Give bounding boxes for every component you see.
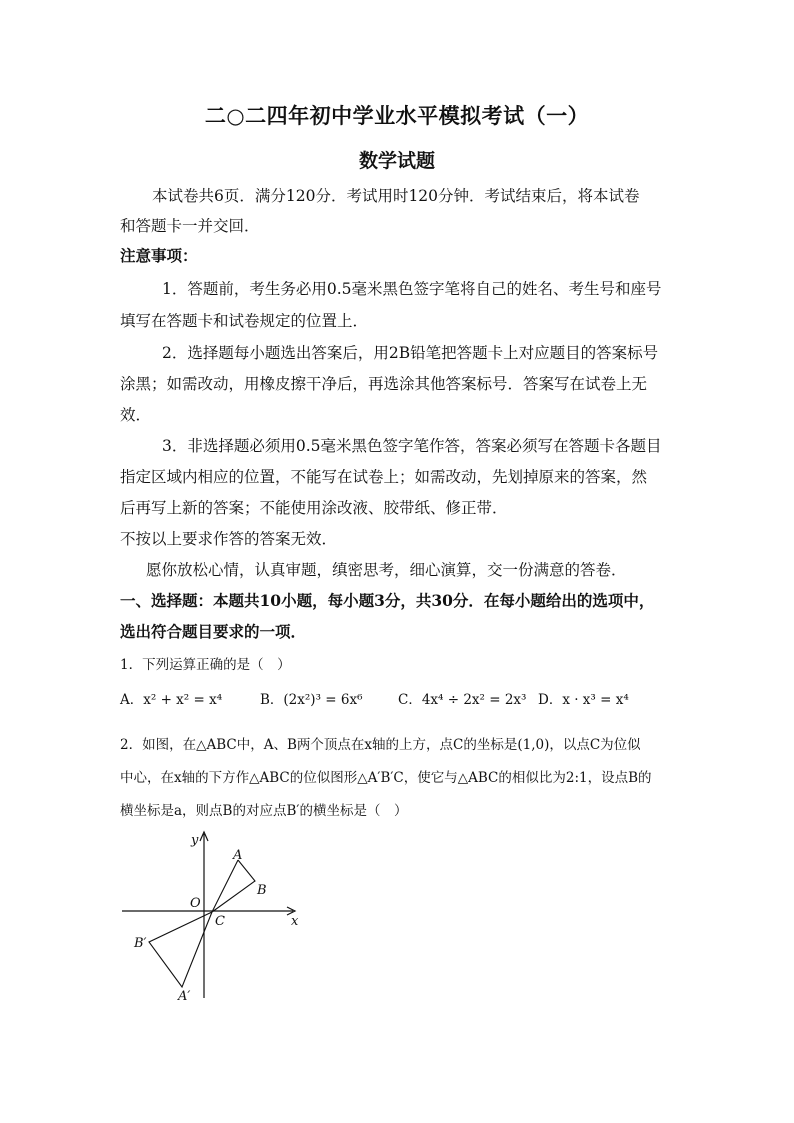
exam-subtitle: 数学试题 bbox=[358, 150, 435, 172]
notice-3-line-1: 3．非选择题必须用0.5毫米黑色签字笔作答，答案必须写在答题卡各题目 bbox=[162, 437, 662, 455]
notice-1-line-2: 填写在答题卡和试卷规定的位置上． bbox=[120, 312, 369, 330]
section-1-line-1: 一、选择题：本题共10小题，每小题3分，共30分．在每小题给出的选项中， bbox=[120, 591, 655, 610]
label-b-prime: B′ bbox=[134, 936, 147, 951]
triangle-a-b-c-prime bbox=[149, 912, 212, 987]
notice-3-line-2: 指定区域内相应的位置，不能写在试卷上；如需改动，先划掉原来的答案，然 bbox=[120, 468, 648, 486]
notice-1-line-1: 1．答题前，考生务必用0.5毫米黑色签字笔将自己的姓名、考生号和座号 bbox=[162, 280, 662, 298]
label-a: A bbox=[233, 848, 243, 863]
triangle-abc bbox=[212, 860, 255, 912]
section-1-line-2: 选出符合题目要求的一项． bbox=[120, 622, 307, 641]
coordinate-figure bbox=[118, 826, 318, 1006]
notice-3-line-3: 后再写上新的答案；不能使用涂改液、胶带纸、修正带． bbox=[120, 499, 508, 517]
notice-4: 不按以上要求作答的答案无效． bbox=[120, 530, 338, 548]
label-a-prime: A′ bbox=[178, 989, 191, 1004]
notice-2-line-3: 效． bbox=[120, 406, 152, 424]
wish-line: 愿你放松心情，认真审题，缜密思考，细心演算，交一份满意的答卷． bbox=[146, 561, 627, 579]
label-c: C bbox=[215, 914, 225, 929]
label-x: x bbox=[291, 914, 299, 929]
label-y: y bbox=[191, 833, 199, 848]
notice-heading: 注意事项： bbox=[120, 246, 198, 265]
label-o: O bbox=[190, 896, 201, 911]
question-2-line-2: 中心，在x轴的下方作△ABC的位似图形△A′B′C，使它与△ABC的相似比为2:1，设点B的 bbox=[120, 770, 652, 786]
question-1-option-d: D．x · x³ = x⁴ bbox=[538, 692, 629, 708]
question-1-option-b: B．(2x²)³ = 6x⁶ bbox=[260, 692, 363, 708]
label-b: B bbox=[257, 883, 267, 898]
intro-line-2: 和答题卡一并交回． bbox=[120, 217, 260, 235]
question-2-line-3: 横坐标是a，则点B的对应点B′的横坐标是（ ） bbox=[120, 803, 408, 819]
question-1-option-c: C．4x⁴ ÷ 2x² = 2x³ bbox=[398, 692, 527, 708]
question-1-stem: 1．下列运算正确的是（ ） bbox=[120, 657, 291, 673]
notice-2-line-2: 涂黑；如需改动，用橡皮擦干净后，再选涂其他答案标号．答案写在试卷上无 bbox=[120, 375, 648, 393]
question-2-line-1: 2．如图，在△ABC中，A、B两个顶点在x轴的上方，点C的坐标是(1,0)，以点C为位似 bbox=[120, 737, 641, 753]
notice-2-line-1: 2．选择题每小题选出答案后，用2B铅笔把答题卡上对应题目的答案标号 bbox=[162, 344, 659, 362]
question-1-option-a: A．x² + x² = x⁴ bbox=[120, 692, 223, 708]
exam-title: 二○二四年初中学业水平模拟考试（一） bbox=[204, 103, 590, 128]
intro-line-1: 本试卷共6页．满分120分．考试用时120分钟．考试结束后，将本试卷 bbox=[152, 187, 640, 205]
